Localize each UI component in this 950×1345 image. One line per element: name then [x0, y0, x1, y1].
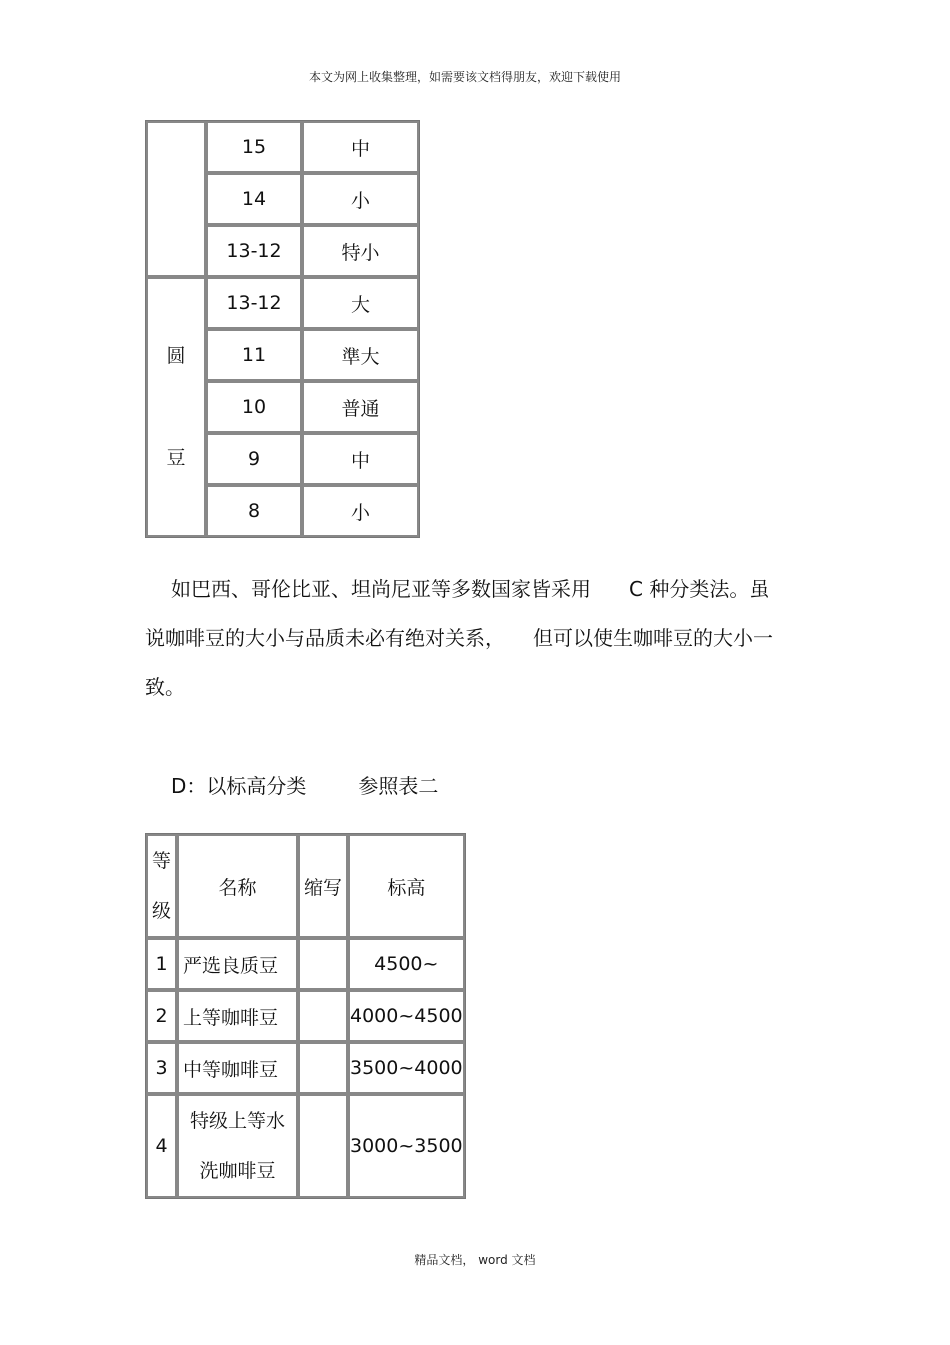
paragraph-text: C 种分类法。虽: [629, 577, 770, 601]
body-paragraph: [145, 565, 805, 712]
grade-cell: 1: [146, 938, 177, 990]
name-cell: 中等咖啡豆: [177, 1042, 298, 1094]
group-label-round-bean: [146, 277, 206, 537]
header-name: 名称: [177, 834, 298, 938]
grade-cell: 小: [302, 173, 419, 225]
grade-cell: 普通: [302, 381, 419, 433]
table-row: [146, 1094, 465, 1198]
size-cell: 14: [206, 173, 302, 225]
header-grade-char: 级: [151, 900, 171, 922]
page-header: 本文为网上收集整理，如需要该文档得朋友，欢迎下载使用: [308, 70, 621, 84]
header-grade: [146, 834, 177, 938]
grade-cell: 中: [302, 433, 419, 485]
size-cell: 11: [206, 329, 302, 381]
header-altitude: 标高: [348, 834, 465, 938]
header-grade-char: 等: [151, 850, 171, 872]
altitude-cell: 3000~3500: [348, 1094, 465, 1198]
paragraph-text: 致。: [145, 675, 185, 699]
table-row: [146, 277, 419, 329]
name-line: 特级上等水: [189, 1110, 285, 1132]
grade-cell: 3: [146, 1042, 177, 1094]
altitude-cell: 4000~4500: [348, 990, 465, 1042]
name-cell: 严选良质豆: [177, 938, 298, 990]
altitude-grade-table: [145, 833, 466, 1199]
section-reference: 参照表二: [358, 774, 439, 798]
size-cell: 10: [206, 381, 302, 433]
abbr-cell: [298, 1094, 348, 1198]
table-row: [146, 1042, 465, 1094]
header-abbr: 缩写: [298, 834, 348, 938]
table-row: [146, 990, 465, 1042]
size-cell: 13-12: [206, 277, 302, 329]
name-cell: 上等咖啡豆: [177, 990, 298, 1042]
abbr-cell: [298, 938, 348, 990]
group-label-char: 豆: [166, 447, 186, 469]
grade-cell: 4: [146, 1094, 177, 1198]
section-heading: [171, 770, 438, 799]
grade-cell: 大: [302, 277, 419, 329]
abbr-cell: [298, 1042, 348, 1094]
bean-size-table: [145, 120, 420, 538]
size-cell: 15: [206, 121, 302, 173]
table-row: [146, 121, 419, 173]
paragraph-text: 说咖啡豆的大小与品质未必有绝对关系，: [145, 626, 505, 650]
grade-cell: 小: [302, 485, 419, 537]
size-cell: 8: [206, 485, 302, 537]
table-row: [146, 938, 465, 990]
size-cell: 13-12: [206, 225, 302, 277]
altitude-cell: 4500~: [348, 938, 465, 990]
grade-cell: 準大: [302, 329, 419, 381]
altitude-cell: 3500~4000: [348, 1042, 465, 1094]
group-label-empty: [146, 121, 206, 277]
paragraph-text: 但可以使生咖啡豆的大小一: [533, 626, 773, 650]
name-cell: [177, 1094, 298, 1198]
grade-cell: 特小: [302, 225, 419, 277]
name-line: 洗咖啡豆: [199, 1160, 276, 1182]
abbr-cell: [298, 990, 348, 1042]
group-label-char: 圆: [166, 345, 186, 367]
size-cell: 9: [206, 433, 302, 485]
grade-cell: 2: [146, 990, 177, 1042]
page-footer: 精品文档， word 文档: [414, 1253, 536, 1267]
paragraph-text: 如巴西、哥伦比亚、坦尚尼亚等多数国家皆采用: [171, 577, 591, 601]
section-title: D：以标高分类: [171, 774, 307, 798]
table-header-row: [146, 834, 465, 938]
grade-cell: 中: [302, 121, 419, 173]
